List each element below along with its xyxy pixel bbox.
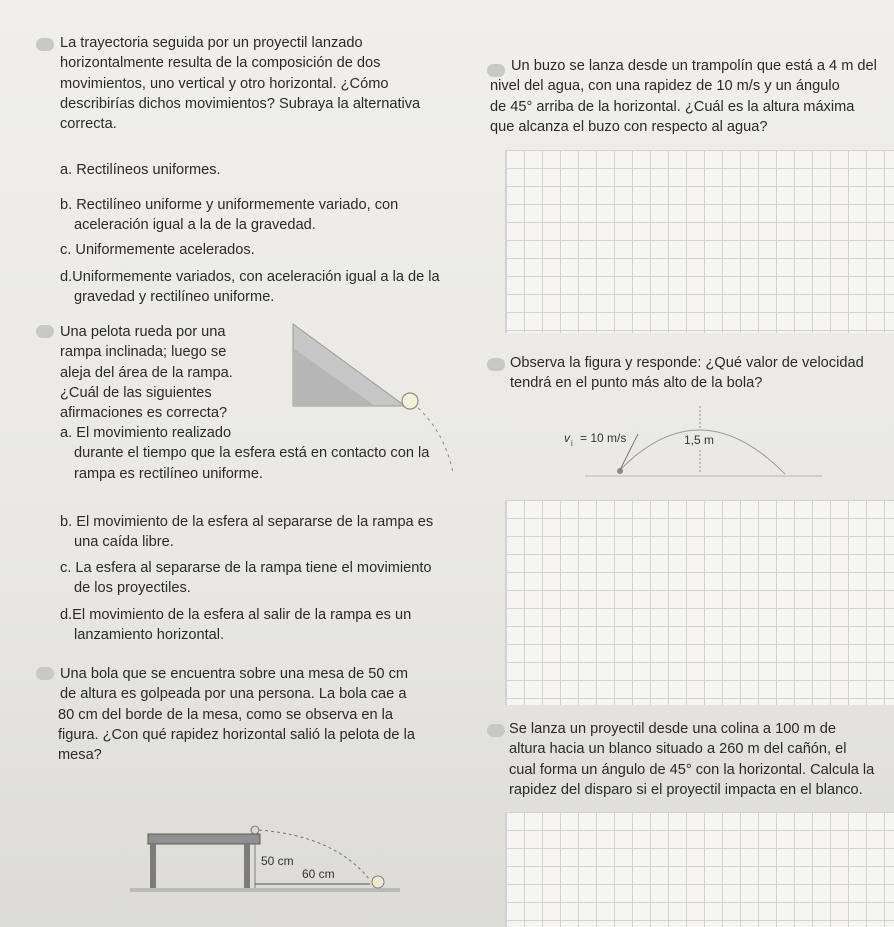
question-3-stem: Una bola que se encuentra sobre una mesa de 50 cm de altura es golpeada por una persona. La bola cae a 80 cm del borde de la mesa, como se observa en la figura. ¿Con qué rapidez horizontal salió la pelota de la mesa? — [58, 666, 415, 764]
table-top — [148, 834, 260, 844]
table-leg-left — [150, 844, 156, 888]
answer-grid-q5[interactable] — [505, 500, 894, 705]
answer-grid-q4[interactable] — [505, 150, 894, 333]
floor-line — [130, 888, 400, 892]
distance-label: 60 cm — [302, 867, 335, 881]
question-bullet-2 — [36, 325, 54, 338]
table-figure — [130, 808, 430, 927]
q1-option-c[interactable]: c. Uniformemente acelerados. — [60, 242, 255, 258]
question-6-stem: Se lanza un proyectil desde una colina a 100 m de altura hacia un blanco situado a 260 m del cañón, el cual forma un ángulo de 45° con la horizontal. Calcula la rapidez del disparo si el proyectil impacta en el blanco. — [509, 721, 875, 798]
q1-line: horizontalmente resulta de la composición de dos — [60, 55, 381, 72]
q2-option-b[interactable]: b. El movimiento de la esfera al separarse de la rampa es una caída libre. — [60, 514, 434, 551]
landed-ball — [372, 876, 384, 888]
ball — [402, 393, 418, 409]
q1-option-a[interactable]: a. Rectilíneos uniformes. — [60, 162, 221, 178]
table-leg-right — [244, 844, 250, 888]
q1-option-d[interactable]: d.Uniformemente variados, con aceleración igual a la de la gravedad y rectilíneo uniforme. — [60, 269, 440, 306]
velocity-subscript: i — [571, 439, 573, 448]
q1-option-b[interactable]: b. Rectilíneo uniforme y uniformemente variado, con aceleración igual a la de la gravedad. — [60, 197, 399, 234]
answer-grid-q6[interactable] — [505, 812, 894, 927]
question-1-stem — [60, 33, 420, 134]
velocity-label: = 10 m/s — [580, 431, 627, 445]
question-bullet-1 — [36, 38, 54, 51]
question-2-stem: Una pelota rueda por una rampa inclinada; luego se aleja del área de la rampa. ¿Cuál de las siguientes afirmaciones es correcta? — [60, 324, 233, 422]
q2-option-d[interactable]: d.El movimiento de la esfera al salir de la rampa es un lanzamiento horizontal. — [60, 607, 412, 644]
q1-line: describirías dichos movimientos? Subraya la alternativa — [60, 95, 421, 112]
ball-trajectory-figure — [560, 398, 830, 488]
velocity-symbol: v — [564, 431, 570, 445]
question-bullet-3 — [36, 667, 54, 680]
question-bullet-5 — [487, 358, 505, 371]
q1-line: movimientos, uno vertical y otro horizontal. ¿Cómo — [60, 75, 389, 92]
height-label: 1,5 m — [684, 433, 715, 447]
q2-option-a[interactable]: a. El movimiento realizado durante el tiempo que la esfera está en contacto con la rampa es rectilíneo uniforme. — [60, 425, 430, 482]
question-5-stem: Observa la figura y responde: ¿Qué valor de velocidad tendrá en el punto más alto de la bola? — [510, 355, 864, 392]
question-bullet-6 — [487, 724, 505, 737]
height-label: 50 cm — [261, 854, 294, 868]
q1-line: correcta. — [60, 116, 117, 133]
q2-option-c[interactable]: c. La esfera al separarse de la rampa tiene el movimiento de los proyectiles. — [60, 560, 432, 597]
table-ball — [251, 826, 259, 834]
question-bullet-4 — [487, 64, 505, 77]
question-4-stem: Un buzo se lanza desde un trampolín que está a 4 m del nivel del agua, con una rapidez de 10 m/s y un ángulo de 45° arriba de la horizontal. ¿Cuál es la altura máxima que alcanza el buzo con respecto al agua? — [490, 58, 877, 135]
q1-line: La trayectoria seguida por un proyectil lanzado — [60, 35, 363, 51]
